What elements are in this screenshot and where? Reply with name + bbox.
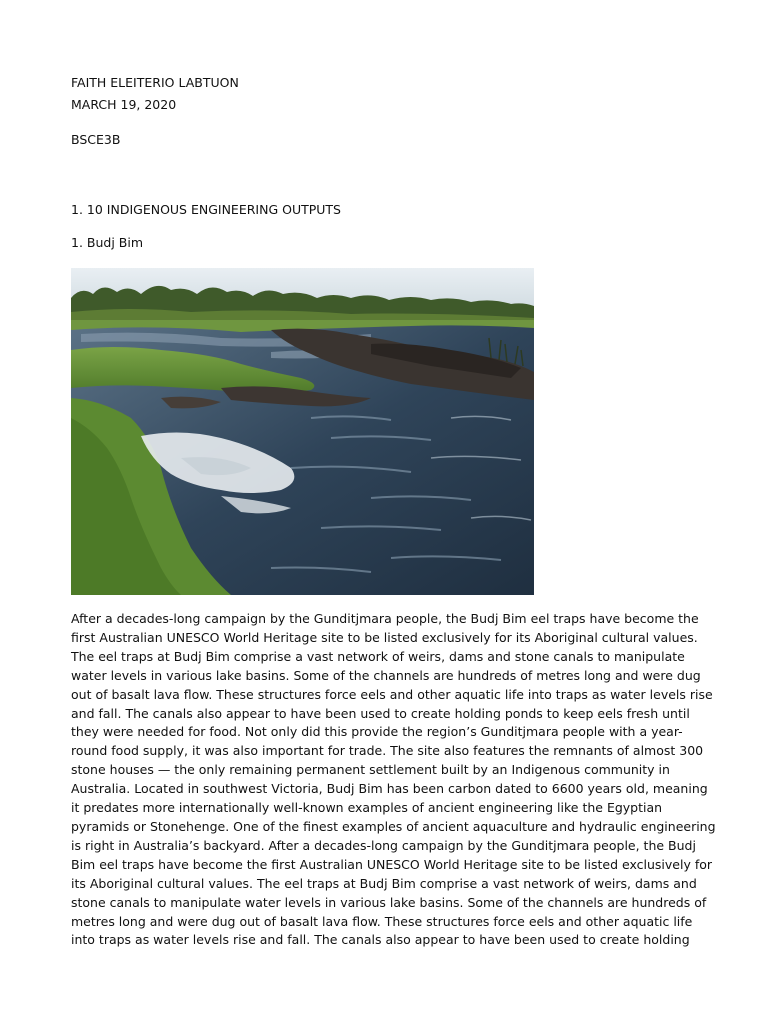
item-heading: 1. Budj Bim xyxy=(71,235,144,250)
body-line: is right in Australia’s backyard. After a decades-long campaign by the Gunditjmara people, the Budj xyxy=(71,837,696,853)
body-line: Bim eel traps have become the first Australian UNESCO World Heritage site to be listed exclusively for xyxy=(71,856,713,872)
document-date: MARCH 19, 2020 xyxy=(71,97,177,112)
body-line: pyramids or Stonehenge. One of the finest examples of ancient aquaculture and hydraulic engineering xyxy=(71,818,716,834)
body-line: stone houses — the only remaining permanent settlement built by an Indigenous community in xyxy=(71,762,670,778)
body-line: they were needed for food. Not only did this provide the region’s Gunditjmara people with a year- xyxy=(71,724,683,740)
document-heading: 1. 10 INDIGENOUS ENGINEERING OUTPUTS xyxy=(71,202,341,217)
body-line: into traps as water levels rise and fall. The canals also appear to have been used to create holding xyxy=(71,932,690,948)
body-line: and fall. The canals also appear to have been used to create holding ponds to keep eels fresh until xyxy=(71,705,690,721)
body-line: The eel traps at Budj Bim comprise a vast network of weirs, dams and stone canals to manipulate xyxy=(71,648,685,664)
body-line: it predates more internationally well-known examples of ancient engineering like the Egyptian xyxy=(71,800,663,816)
body-line: its Aboriginal cultural values. The eel traps at Budj Bim comprise a vast network of weirs, dams and xyxy=(71,875,697,891)
class-section: BSCE3B xyxy=(71,132,121,147)
body-paragraph xyxy=(71,610,716,950)
body-line: Australia. Located in southwest Victoria, Budj Bim has been carbon dated to 6600 years old, meaning xyxy=(71,781,708,797)
budj-bim-photo xyxy=(71,268,534,595)
body-line: stone canals to manipulate water levels in various lake basins. Some of the channels are hundreds of xyxy=(71,894,707,910)
body-line: first Australian UNESCO World Heritage site to be listed exclusively for its Aboriginal cultural values. xyxy=(71,629,698,645)
author-name: FAITH ELEITERIO LABTUON xyxy=(71,75,239,90)
body-line: round food supply, it was also important for trade. The site also features the remnants of almost 300 xyxy=(71,743,704,759)
body-line: metres long and were dug out of basalt lava flow. These structures force eels and other aquatic life xyxy=(71,913,693,929)
body-line: After a decades-long campaign by the Gunditjmara people, the Budj Bim eel traps have become the xyxy=(71,611,699,626)
body-line: out of basalt lava flow. These structures force eels and other aquatic life into traps as water levels rise xyxy=(71,686,713,702)
body-line: water levels in various lake basins. Some of the channels are hundreds of metres long and were dug xyxy=(71,667,701,683)
